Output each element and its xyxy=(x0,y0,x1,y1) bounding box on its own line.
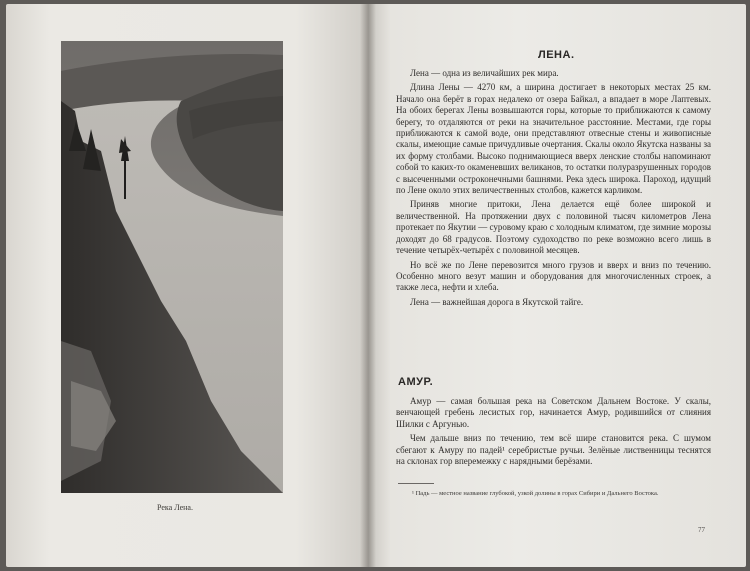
book-gutter xyxy=(360,4,376,567)
river-photo xyxy=(61,41,283,493)
paragraph: Лена — одна из величайших рек мира. xyxy=(410,68,559,78)
paragraph: Длина Лены — 4270 км, а ширина достигает в некоторых местах 25 км. Начало она берёт в горах недалеко от озера Байкал, а впадает в море Лаптевых. На обоих берегах Лены возвышаются горы, которые то приближаются к самому берегу, то отдаляются от реки на значительное расстояние. Местами, где горы приближаются к самой воде, они представляют отвесные стены и живописные скалы, имеющие самые причудливые очертания. Скалы около Якутска названы за их форму столбами. Высоко поднимающиеся вверх ленские столбы напоминают собой то каких-то окаменевших великанов, то остатки полуразрушенных городов с высеченными остроконечными башнями. Река здесь широка. Пароход, идущий по Лене около этих величественных столбов, кажется карликом. xyxy=(396,82,711,196)
footnote-divider xyxy=(398,483,434,484)
paragraph: Лена — важнейшая дорога в Якутской тайге. xyxy=(410,296,584,307)
section-heading-amur: АМУР. xyxy=(398,376,434,388)
page-number: 77 xyxy=(698,526,705,534)
section-heading-lena: ЛЕНА. xyxy=(538,49,575,61)
paragraph: Чем дальше вниз по течению, тем всё шире становится река. С шумом сбегают к Амуру по падей¹ серебристые ручьи. Зелёные лиственницы теснятся на склонах гор вперемежку с нарядными берёзами. xyxy=(396,433,711,467)
amur-article xyxy=(396,396,711,470)
lena-article xyxy=(396,68,711,311)
paragraph: Амур — самая большая река на Советском Дальнем Востоке. У скалы, венчающей гребень лесистых гор, начинается Амур, родившийся от слияния Шилки с Аргунью. xyxy=(396,396,711,429)
paragraph: Приняв многие притоки, Лена делается ещё более широкой и величественной. На протяжении двух с половиной тысяч километров Лена протекает по Якутии — суровому краю с холодным климатом, где зимние морозы доходят до 68 градусов. Поэтому судоходство по реке возможно всего лишь в течение четырёх-четырёх с половиной месяцев. xyxy=(396,199,711,256)
photo-caption: Река Лена. xyxy=(157,503,193,512)
paragraph: Но всё же по Лене перевозится много грузов и вверх и вниз по течению. Особенно много везут машин и оборудования для многочисленных строек, а также леса, нефти и хлеба. xyxy=(396,259,711,293)
footnote: ¹ Падь — местное название глубокой, узкой долины в горах Сибири и Дальнего Востока. xyxy=(412,490,659,497)
